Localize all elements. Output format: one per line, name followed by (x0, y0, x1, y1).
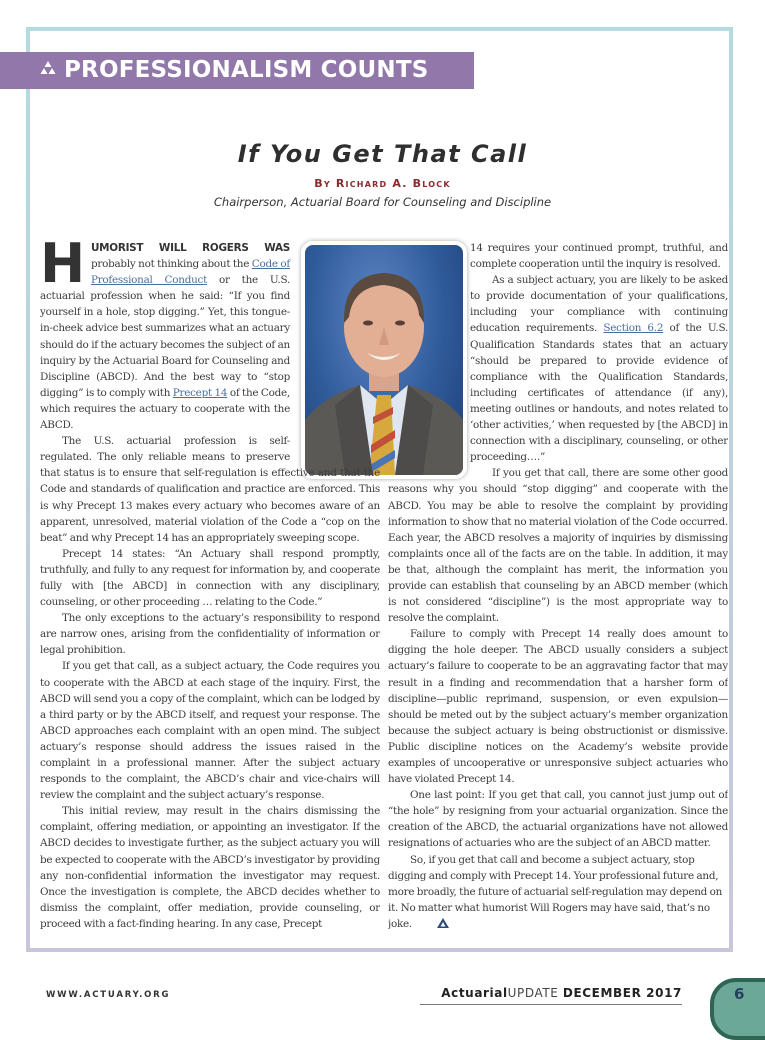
section-6-2-link[interactable]: Section 6.2 (603, 322, 664, 335)
text-run: of the U.S. Qualification Standards states that an actuary “should be prepared to provide evidence of compliance with the Qualification Standards, including certificates of attendance (if any), meeting outlines or handouts, and notes related to ‘other activities,’ when requested by [the ABCD] in connection with a disciplinary, counseling, or other proceeding….” (470, 322, 728, 464)
text-run: As a subject actuary, you are likely to be asked to provide documentation of your qualifications, including your compliance with continuing education requirements. (470, 274, 728, 335)
page-number: 6 (734, 985, 745, 1003)
text-run: probably not thinking about the (90, 258, 252, 271)
paragraph: If you get that call, as a subject actuary, the Code requires you to cooperate with the ABCD at each stage of the inquiry. First, the ABCD will send you a copy of the complaint, which can be lodged by a third party or by the ABCD itself, and request your response. The ABCD approaches each complaint with an open mind. The subject actuary’s response should address the issues raised in the complaint in a professional manner. After the subject actuary responds to the complaint, the ABCD’s chair and vice-chairs will review the complaint and the subject actuary’s response. (40, 660, 380, 802)
paragraph: This initial review, may result in the chairs dismissing the complaint, offering mediation, or appointing an investigator. If the ABCD decides to investigate further, as the subject actuary you will be expected to cooperate with the ABCD’s investigator by providing any non-confidential information the investigator may request. Once the investigation is complete, the ABCD decides whether to dismiss the complaint, offer mediation, provide counseling, or proceed with a fact-finding hearing. In any case, Precept (40, 805, 380, 930)
footer-website[interactable]: WWW.ACTUARY.ORG (46, 990, 171, 1000)
section-label: PROFESSIONALISM COUNTS (64, 57, 429, 83)
lead-in: UMORIST WILL ROGERS WAS (90, 242, 290, 254)
publication-name-light: UPDATE (507, 986, 559, 1000)
footer-rule (420, 1004, 682, 1005)
end-of-article-icon (415, 917, 449, 933)
section-banner (0, 52, 474, 89)
paragraph: Precept 14 states: “An Actuary shall respond promptly, truthfully, and fully to any request for information by, and cooperate fully with [the ABCD] in connection with any disciplinary, counseling, or other proceeding … relating to the Code.” (40, 547, 380, 609)
paragraph: 14 requires your continued prompt, truthful, and complete cooperation until the inquiry is resolved. (470, 242, 728, 271)
text-run: of the Code, which requires the actuary to cooperate with the ABCD. (40, 386, 290, 432)
article-column-right (388, 240, 728, 940)
article-column-left (40, 240, 380, 940)
paragraph: If you get that call, there are some other good reasons why you should “stop digging” and cooperate with the ABCD. You may be able to resolve the complaint by providing information to show that no material violation of the Code occurred. Each year, the ABCD resolves a majority of inquiries by dismissing complaints once all of the facts are on the table. In addition, it may be that, although the complaint has merit, the information you provide can establish that counseling by an ABCD member (which is not considered “discipline”) is the most appropriate way to resolve the complaint. (388, 467, 728, 625)
paragraph: The U.S. actuarial profession is self-regulated. The only reliable means to preserve that status is to ensure that self-regulation is effective and that the Code and standards of qualification and practice are enforced. This is why Precept 13 makes every actuary who becomes aware of an apparent, unresolved, material violation of the Code a “cop on the beat” and why Precept 14 has an appropriately sweeping scope. (40, 435, 380, 544)
paragraph: The only exceptions to the actuary’s responsibility to respond are narrow ones, arising from the confidentiality of information or legal prohibition. (40, 612, 380, 657)
precept-14-link[interactable]: Precept 14 (172, 386, 228, 399)
article-title: If You Get That Call (237, 140, 528, 168)
footer-publication (420, 985, 682, 1002)
code-of-professional-conduct-link[interactable]: Code of Professional Conduct (90, 258, 290, 287)
paragraph (388, 852, 728, 933)
drop-cap: H (40, 240, 85, 295)
publication-name-bold: Actuarial (441, 986, 508, 1000)
paragraph: Failure to comply with Precept 14 really does amount to digging the hole deeper. The ABCD usually considers a subject actuary’s failure to cooperate to be an aggravating factor that may result in a finding and recommendation that a harsher form of discipline—public reprimand, suspension, or even expulsion—should be meted out by the subject actuary’s member organization because the subject actuary is being obstructionist or dismissive. Public discipline notices on the Academy’s website provide examples of uncooperative or unresponsive subject actuaries who have violated Precept 14. (388, 628, 728, 786)
triangle-logo-icon (40, 50, 56, 87)
text-run: or the U.S. actuarial profession when he said: “If you find yourself in a hole, stop digging.” Yet, this tongue-in-cheek advice best summarizes what an actuary should do if the actuary becomes the subject of an inquiry by the Actuarial Board for Counseling and Discipline (ABCD). And the best way to “stop digging” is to comply with (40, 274, 290, 399)
paragraph: One last point: If you get that call, you cannot just jump out of “the hole” by resigning from your actuarial organization. Since the creation of the ABCD, the actuarial organizations have not allowed resignations of actuaries who are the subject of an ABCD matter. (388, 789, 728, 850)
issue-date: DECEMBER 2017 (562, 986, 682, 1000)
article-byline: By Richard A. Block (314, 177, 451, 190)
text-run: So, if you get that call and become a subject actuary, stop digging and comply with Precept 14. Your professional future and, more broadly, the future of actuarial self-regulation may depend on it. No matter what humorist Will Rogers may have said, that’s no joke. (388, 853, 723, 930)
author-role: Chairperson, Actuarial Board for Counseling and Discipline (213, 195, 552, 209)
